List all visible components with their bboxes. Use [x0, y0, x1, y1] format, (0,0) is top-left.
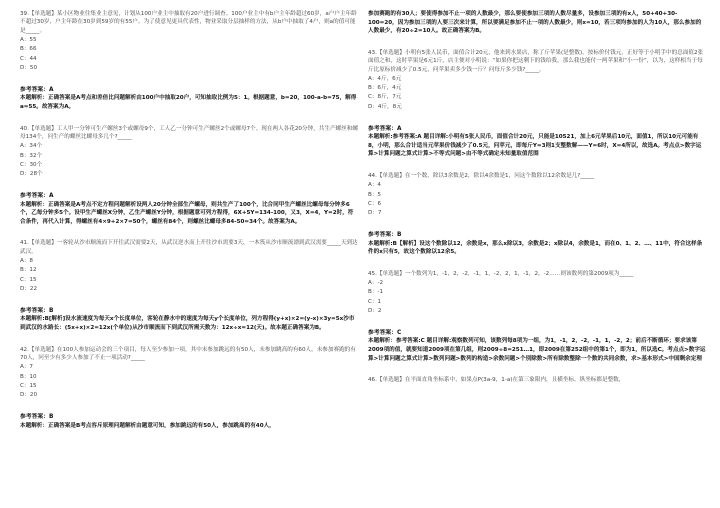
answer: 参考答案：B: [368, 232, 402, 239]
explanation: 本题解析：正确答案是B考点容斥原理问题解析由题意可知，参加跳远的有50人，参加跳高的有40人，: [20, 422, 275, 429]
option: A：-2: [368, 280, 383, 287]
question-43: [368, 49, 706, 159]
option: A：34个: [20, 143, 43, 150]
question-stem: 43.【单选题】小明有5张人民币，面值合计20元，他来到水果店，称了斤苹果(是整数)，按标价付钱元，正好等于小明手中的总面值2张面值之和，这时苹果是6元1斤，店主便对小明说：“如果你把这剩下的钱给我，那么我也能付一两苹果和“小一份”，以为，这样相当于每斤比原标价减少了0.5元，问苹果卖多少钱一斤？问每斤多少钱?_____。: [368, 49, 704, 73]
answer: 参考答案：B: [20, 414, 54, 421]
option: D：20: [20, 392, 38, 399]
options-list: [20, 363, 358, 400]
explanation: 本题解析:B【解析】设这个数除以12，余数是x，那么x除以3，余数是2；x除以4，余数是1，而在0、1、2、…、11中，符合这样条件的x只有5，故这个数除以12余5。: [368, 240, 703, 256]
option: A：55: [20, 37, 37, 44]
option: C：6: [368, 200, 382, 207]
answer: 参考答案：C: [368, 330, 402, 337]
answer: 参考答案：A: [368, 125, 402, 132]
question-stem: 45.【单选题】一个数列为1，-1，2，-2，-1，1，-2，2，1，-1，2，-2……则该数列的第2009项为_____: [368, 270, 634, 277]
option: C：30个: [20, 161, 43, 168]
option: D：22: [20, 285, 38, 292]
option: A：7: [20, 364, 33, 371]
question-46: [368, 376, 706, 384]
question-45: [368, 270, 706, 363]
option: A：4斤，6元: [368, 76, 402, 82]
question-stem: 41.【单选题】一客轮从沙市顺流而下开往武汉需要2天，从武汉逆水而上开往沙市需要3天，一木筏从沙市顺流漂到武汉需要_____天到达武汉。: [20, 240, 358, 255]
option: D：7: [368, 210, 382, 217]
answer: 参考答案：A: [20, 193, 54, 200]
question-stem: 42.【单选题】在100人参加运动会的三个项目，每人至少参加一项，其中未参加跳远的有50人，未参加跳高的有60人，未参加赛跑的有70人，问至少有多少人参加了不止一项活动?_____: [20, 346, 356, 362]
option: D：2: [368, 307, 382, 314]
question-stem: 39.【单选题】某小区物业往集业主意见，计划从100户业主中抽取有20户进行调查。100户业主中有b户主年龄超过60岁，a户户主年龄不超过30岁，户主年龄在30岁到59岁的有55户。为了使意见更具代表性，物业采取分层抽样的方法，从b户中抽取了4户，则a的值可能是_____。: [20, 11, 357, 34]
option: A：8: [20, 258, 33, 265]
options-list: [368, 279, 706, 316]
options-list: [368, 75, 706, 112]
explanation: 本题解析：参考答案:C 题目详解:观察数列可知，该数列每8项为一组，为1，-1，2，-2，-1，1，-2，2；前后不断循环；要求该第2009项的值，就要知道2009项在第几组，则2009÷8=251…1，即2009在第252组中的第1个，即为1，所以选C。考点点>数字运算>计算问题之算式计算>数列问题>数列的构造>余数问题>个别除数>所有除数整除一个数的共同余数，求>基本形式>中国剩余定理: [368, 338, 706, 362]
option: A：4: [368, 182, 381, 189]
right-column: [368, 10, 706, 385]
option: D：28个: [20, 171, 43, 178]
options-list: [20, 257, 358, 294]
option: B：5: [368, 191, 381, 198]
answer: 参考答案：A: [20, 87, 54, 94]
option: D：4斤，8元: [368, 103, 402, 110]
question-stem: 44.【单选题】在一个数，除以3余数是2，除以4余数是1，问这个数除以12余数是几?_____: [368, 173, 595, 179]
option: C：1: [368, 298, 382, 305]
option: B：10: [20, 373, 37, 380]
question-42-continued: [368, 10, 706, 36]
question-42: [20, 346, 358, 431]
explanation: 本题解析：正确答案是A考点不定方程问题解析设两人20分钟全部生产螺母，则共生产了100个，比合同甲生产螺丝比螺母每分钟多6个，乙每分钟多5个。设甲生产螺丝X分钟，乙生产螺丝Y分钟，根据题意可列方程得，6X+5Y=134-100，又3，X=4，Y=2时，符合条件，再代入计算，得螺丝有4×9+2×7=50个，螺丝有84个，则螺丝比螺母多84-50=34个。故答案为A。: [20, 201, 354, 225]
option: D：50: [20, 64, 38, 71]
explanation: 本题解析：正确答案是A考点和差倍比问题解析由100户中抽取20户，可知抽取比例为5：1。根据题意，b=20，100-a-b=75，解得a=55。故答案为A。: [20, 95, 357, 111]
option: C：44: [20, 55, 37, 62]
option: B：66: [20, 46, 37, 53]
option: C：15: [20, 276, 37, 283]
options-list: [368, 181, 706, 218]
question-40: [20, 125, 358, 227]
explanation: 本题解析:B[解析]设水流速度为每天x个长度单位，客轮在静水中的速度为每天y个长度单位，列方程得(y+x)×2=(y-x)×3y=5x沙市到武汉的水路长：(5x+x)×2=12x(个单位)从沙市顺流而下到武汉所需天数为：12x÷x=12(天)。故本题正确答案为B。: [20, 316, 355, 332]
option: B：-1: [368, 289, 384, 296]
option: C：15: [20, 382, 37, 389]
answer: 参考答案：B: [20, 308, 54, 315]
options-list: [20, 36, 358, 73]
question-stem: 40.【单选题】工人甲一分钟可生产螺丝3个或螺母9个，工人乙一分钟可生产螺丝2个或螺母7个。现在两人各花20分钟，共生产螺丝和螺母134个，问生产的螺丝比螺母多几个?_____: [20, 125, 358, 141]
question-41: [20, 239, 358, 332]
option: B：32个: [20, 152, 43, 159]
options-list: [20, 142, 358, 179]
left-column: [20, 10, 358, 430]
question-stem: 46.【单选题】在平面直角坐标系中，如果点P(3a-9，1-a)在第三象限内，且横坐标、纵坐标都是整数，: [368, 377, 625, 384]
explanation: 参加赛跑的有30人；要使得参加不止一项的人数最少，那么要使参加三项的人数尽量多，设参加三项的有x人，50+40+30-100=20，因为参加三项的人要三次来计算，所以要满足参加不止一项的人数最少，则x=10，若三项均参加的人为10人，那么参加的人数最少，有20÷2=10人。故正确答案为B。: [368, 11, 702, 35]
option: B：6斤，4元: [368, 85, 402, 92]
question-39: [20, 10, 358, 112]
option: B：12: [20, 267, 37, 274]
explanation: 本题解析:参考答案:A 题目详解:小明有5张人民币，面值合计20元，只能是10521，加上6元苹果后10元，面值1，所以10元可能有8，小明，那么合计适当元苹果价钱减少了0.5元，问苹元，即每斤Y=3则1支整数解——Y=6时，X=4所以，故选A。考点点>数字运算>计算问题之算式计算>不等式问题>由不等式确定未知量取值范围: [368, 134, 702, 158]
option: C：8斤，7元: [368, 94, 402, 101]
question-44: [368, 172, 706, 257]
